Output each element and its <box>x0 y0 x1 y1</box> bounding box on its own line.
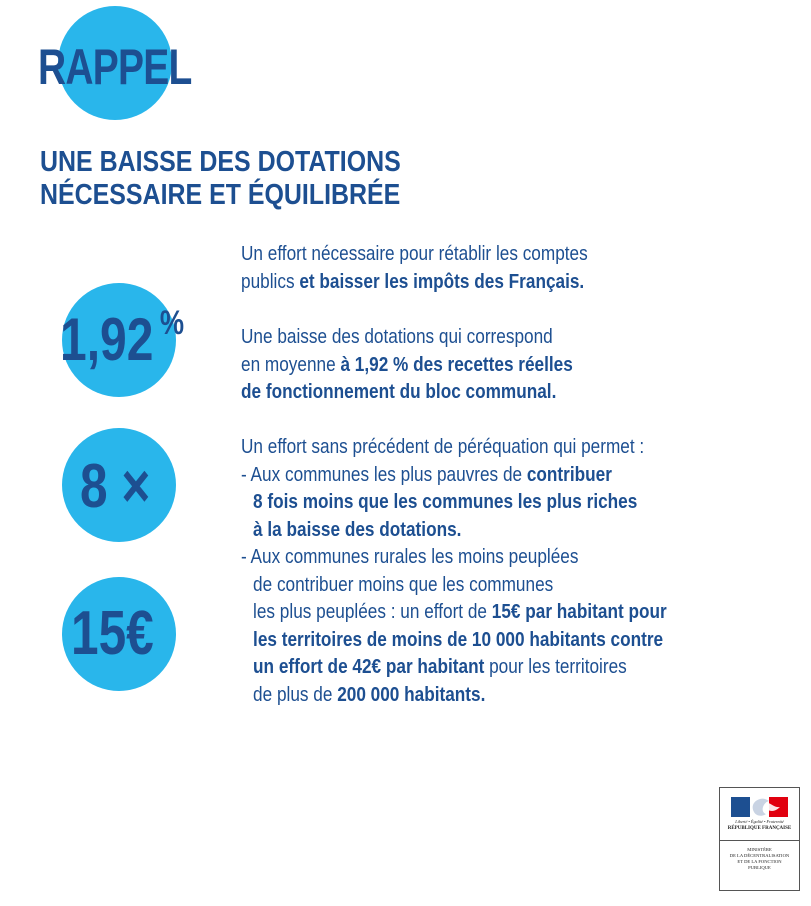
p3-line-1: Un effort sans précédent de péréquation qui permet : <box>241 436 645 458</box>
stat-value-euro: 15€ <box>71 599 154 668</box>
page-title <box>40 146 401 212</box>
logo-ministry-line-1: MINISTÈRE <box>747 847 772 852</box>
p2-line-3: de fonctionnement du bloc communal. <box>241 381 557 403</box>
p3-bullet2-line-5: un effort de 42€ par habitant pour les territoires <box>253 656 627 678</box>
stat-percent-sign: % <box>159 304 185 342</box>
p3-bullet2-line-1: - Aux communes rurales les moins peuplées <box>241 546 579 568</box>
p3-bullet1-line-3: à la baisse des dotations. <box>253 518 462 541</box>
logo-divider <box>720 840 799 841</box>
title-line-2: NÉCESSAIRE ET ÉQUILIBRÉE <box>40 179 401 211</box>
logo-republique: RÉPUBLIQUE FRANÇAISE <box>727 826 792 831</box>
title-line-1: UNE BAISSE DES DOTATIONS <box>40 146 401 178</box>
p2-line-2: en moyenne à 1,92 % des recettes réelles <box>241 353 573 376</box>
p3-bullet2-line-4: les territoires de moins de 10 000 habitants contre <box>253 628 664 651</box>
stat-value-times: 8 × <box>80 452 151 521</box>
p3-bullet1-line-1: - Aux communes les plus pauvres de contribuer <box>241 463 612 486</box>
rappel-heading: RAPPEL <box>38 39 192 95</box>
p3-bullet2-line-3: les plus peuplées : un effort de 15€ par habitant pour <box>253 601 667 623</box>
ministry-logo <box>719 787 800 891</box>
marianne-flag-icon <box>720 796 799 818</box>
paragraph-perequation <box>241 434 667 709</box>
p2-line-1: Une baisse des dotations qui correspond <box>241 326 553 348</box>
logo-ministry-line-4: PUBLIQUE <box>748 865 771 870</box>
logo-motto: Liberté • Égalité • Fraternité <box>735 819 784 824</box>
p1-line-2: publics et baisser les impôts des Français. <box>241 270 585 293</box>
paragraph-baisse <box>241 324 573 407</box>
p3-bullet2-line-6: de plus de 200 000 habitants. <box>253 683 486 706</box>
stat-value-percent <box>60 304 185 373</box>
logo-ministry-line-3: ET DE LA FONCTION <box>737 859 782 864</box>
logo-ministry-line-2: DE LA DÉCENTRALISATION <box>729 853 790 858</box>
paragraph-effort <box>241 241 588 296</box>
p3-bullet2-line-2: de contribuer moins que les communes <box>253 573 554 596</box>
p1-line-1: Un effort nécessaire pour rétablir les comptes <box>241 243 588 265</box>
p3-bullet1-line-2: 8 fois moins que les communes les plus riches <box>253 491 638 513</box>
stat-percent-number: 1,92 <box>60 306 154 373</box>
